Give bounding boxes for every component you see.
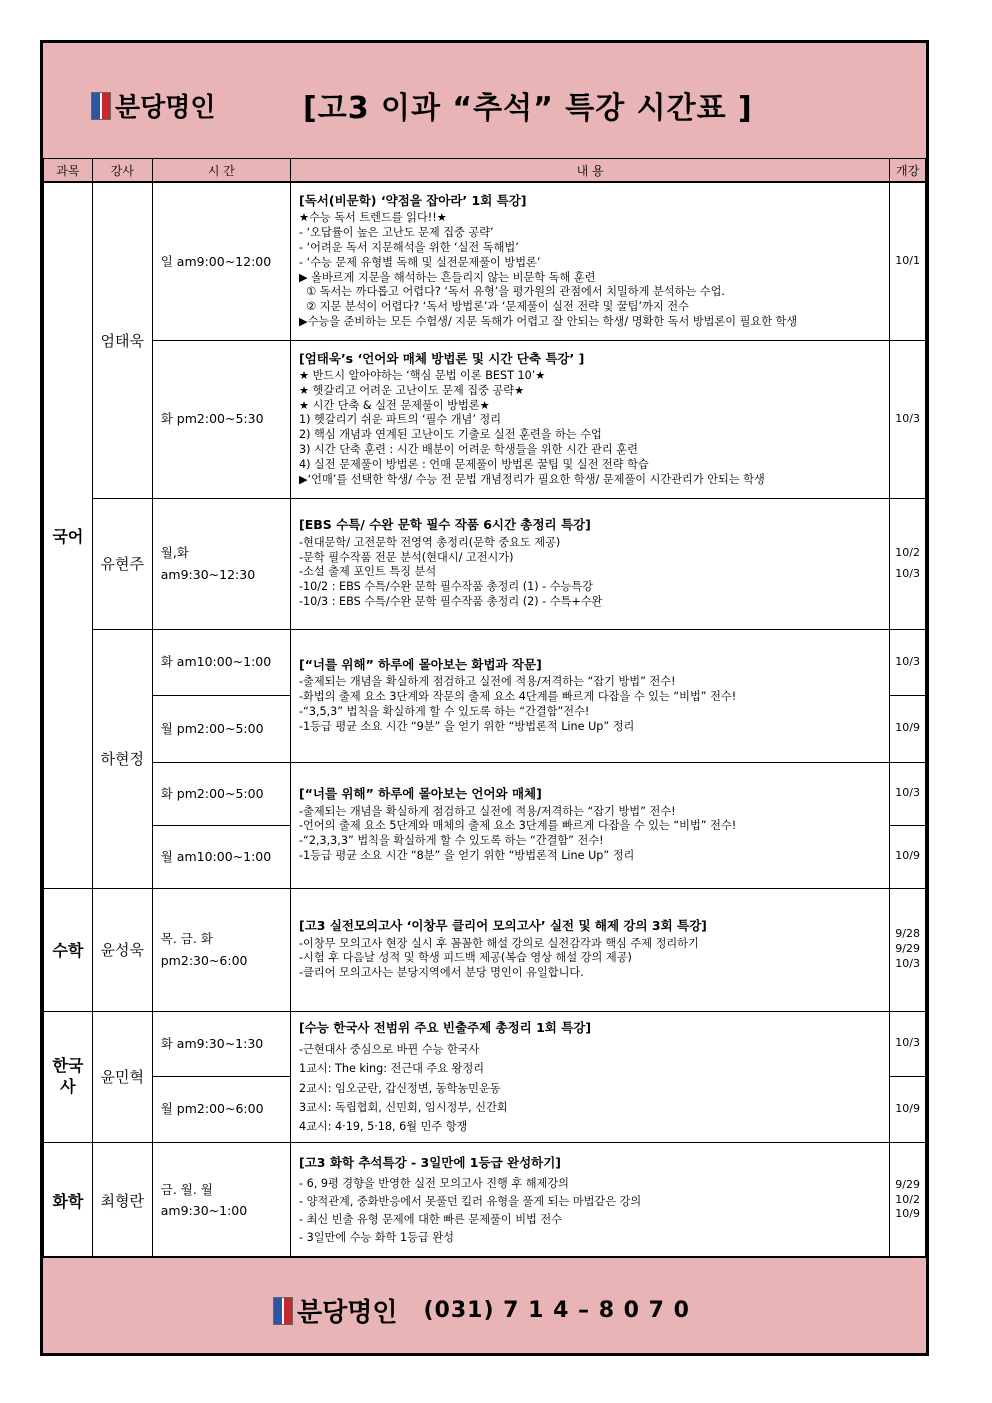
- table-row: [44, 340, 926, 498]
- class-days: 금. 월. 월: [160, 1181, 213, 1197]
- content-line: -언어의 출제 요소 5단계와 매체의 출제 요소 3단계를 빠르게 다잡을 수 있는 “비법” 전수!: [299, 819, 737, 833]
- contact-phone: (031) 7 1 4 – 8 0 7 0: [423, 1298, 690, 1323]
- content-line: - ‘오답률이 높은 고난도 문제 집중 공략’: [299, 226, 494, 240]
- table-row: [44, 1142, 926, 1258]
- content-line: -“3,5,3” 법칙을 확실하게 할 수 있도록 하는 “간결함”전수!: [299, 704, 590, 718]
- content-line: 1교시: The king: 전근대 주요 왕정리: [299, 1062, 485, 1076]
- footer-logo: [273, 1292, 690, 1329]
- class-title: [EBS 수특/ 수완 문학 필수 작품 6시간 총정리 특강]: [299, 517, 591, 533]
- content-line: 2교시: 임오군란, 갑신정변, 동학농민운동: [299, 1081, 501, 1095]
- content-line: - 3일만에 수능 화학 1등급 완성: [299, 1231, 454, 1245]
- class-title: [“너를 위해” 하루에 몰아보는 언어와 매체]: [299, 786, 542, 802]
- class-title: [고3 실전모의고사 ‘이창무 클리어 모의고사’ 실전 및 해제 강의 3회 특강]: [299, 918, 707, 934]
- header-content: 내 용: [291, 159, 890, 183]
- content-line: ▶수능을 준비하는 모든 수험생/ 지문 독해가 어렵고 잘 안되는 학생/ 명확한 독서 방법론이 필요한 학생: [299, 314, 798, 328]
- table-row: [44, 182, 926, 340]
- brand-logo-icon: [91, 92, 111, 120]
- content-line: -화법의 출제 요소 3단계와 작문의 출제 요소 4단계를 빠르게 다잡을 수 있는 “비법” 전수!: [299, 689, 737, 703]
- content-line: -현대문학/ 고전문학 전영역 총정리(문학 중요도 제공): [299, 535, 561, 549]
- class-time: 화 am9:30~1:30: [152, 1011, 290, 1076]
- class-content: [291, 1011, 890, 1142]
- open-date: 10/9: [890, 1076, 926, 1142]
- class-time: 월 am10:00~1:00: [152, 825, 290, 888]
- class-time: 화 pm2:00~5:00: [152, 762, 290, 825]
- content-line: -클리어 모의고사는 분당지역에서 분당 명인이 유일합니다.: [299, 966, 584, 980]
- teacher-name: 최형란: [92, 1142, 152, 1258]
- footer-brand-name: 분당명인: [297, 1298, 398, 1328]
- class-content: [291, 182, 890, 340]
- class-title: [수능 한국사 전범위 주요 빈출주제 총정리 1회 특강]: [299, 1019, 592, 1035]
- class-hours: am9:30~1:00: [160, 1203, 248, 1218]
- class-content: [291, 340, 890, 498]
- content-line: -소설 출제 포인트 특징 분석: [299, 565, 437, 579]
- open-date: 10/3: [890, 1011, 926, 1076]
- content-line: ① 독서는 까다롭고 어렵다? ‘독서 유형’을 평가원의 관점에서 치밀하게 분석하는 수업.: [299, 285, 725, 299]
- content-line: -1등급 평균 소요 시간 “9분” 을 얻기 위한 “방법론적 Line Up” 정리: [299, 719, 635, 733]
- table-row: [44, 888, 926, 1011]
- content-line: -출제되는 개념을 확실하게 점검하고 실전에 적용/저격하는 “잡기 방법” 전수!: [299, 804, 676, 818]
- content-line: 3) 시간 단축 훈련 : 시간 배분이 어려운 학생들을 위한 시간 관리 훈련: [299, 443, 638, 457]
- class-content: [291, 1142, 890, 1258]
- open-date-item: 9/29: [895, 942, 920, 956]
- content-line: - 최신 빈출 유형 문제에 대한 빠른 문제풀이 비법 전수: [299, 1213, 562, 1227]
- table-row: [44, 762, 926, 825]
- brand-logo: [91, 87, 215, 124]
- class-hours: am9:30~12:30: [160, 566, 256, 582]
- open-date: [890, 1142, 926, 1258]
- class-title: [고3 화학 추석특강 - 3일만에 1등급 완성하기]: [299, 1154, 562, 1170]
- subject-history-label: 한국사: [52, 1055, 84, 1096]
- content-line: ▶ 올바르게 지문을 해석하는 흔들리지 않는 비문학 독해 훈련: [299, 270, 596, 284]
- teacher-name: 엄태욱: [92, 182, 152, 498]
- open-date-item: 10/2: [895, 1192, 920, 1206]
- open-date-item: 9/29: [895, 1177, 920, 1191]
- content-line: ★ 반드시 알아야하는 ‘핵심 문법 이론 BEST 10’★: [299, 369, 546, 383]
- content-line: ② 지문 분석이 어렵다? ‘독서 방법론’과 ‘문제풀이 실전 전략 및 꿀팁’까지 전수: [299, 300, 689, 314]
- header-subject: 과목: [44, 159, 93, 183]
- subject-korean: 국어: [44, 182, 93, 888]
- content-line: - 6, 9평 경향을 반영한 실전 모의고사 진행 후 해제강의: [299, 1176, 569, 1190]
- open-date: 10/9: [890, 695, 926, 762]
- table-row: [44, 498, 926, 629]
- content-line: -1등급 평균 소요 시간 “8분” 을 얻기 위한 “방법론적 Line Up” 정리: [299, 849, 635, 863]
- class-time: 월 pm2:00~6:00: [152, 1076, 290, 1142]
- teacher-name: 윤민혁: [92, 1011, 152, 1142]
- open-date-item: 10/3: [895, 956, 920, 970]
- content-line: -10/2 : EBS 수특/수완 문학 필수작품 총정리 (1) - 수능특강: [299, 580, 593, 594]
- subject-history: [44, 1011, 93, 1142]
- class-content: [291, 629, 890, 762]
- subject-math: 수학: [44, 888, 93, 1011]
- open-date-item: 10/2: [895, 545, 920, 559]
- content-line: 4교시: 4·19, 5·18, 6월 민주 항쟁: [299, 1120, 468, 1134]
- class-title: [독서(비문학) ‘약점을 잡아라’ 1회 특강]: [299, 192, 527, 208]
- brand-name: 분당명인: [115, 93, 216, 123]
- class-hours: pm2:30~6:00: [160, 952, 248, 968]
- content-line: - ‘어려운 독서 지문해석을 위한 ‘실전 독해법’: [299, 240, 519, 254]
- content-line: ★수능 독서 트렌드를 읽다!!★: [299, 211, 447, 225]
- content-line: ▶‘언매’를 선택한 학생/ 수능 전 문법 개념정리가 필요한 학생/ 문제풀이 시간관리가 안되는 학생: [299, 472, 765, 486]
- page-title: [고3 이과 “추석” 특강 시간표 ]: [303, 91, 753, 126]
- class-time: 화 am10:00~1:00: [152, 629, 290, 695]
- class-days: 목. 금. 화: [160, 931, 213, 947]
- content-line: 1) 헷갈리기 쉬운 파트의 ‘필수 개념’ 정리: [299, 413, 502, 427]
- open-date: 10/3: [890, 762, 926, 825]
- open-date-item: 10/3: [895, 566, 920, 580]
- timetable-frame: [40, 40, 929, 1356]
- table-row: [44, 1011, 926, 1076]
- content-line: - 양적관계, 중화반응에서 못풀던 킬러 유형을 풀게 되는 마법같은 강의: [299, 1194, 642, 1208]
- header-banner: [43, 43, 926, 160]
- content-line: -10/3 : EBS 수특/수완 문학 필수작품 총정리 (2) - 수특+수완: [299, 594, 603, 608]
- content-line: 4) 실전 문제풀이 방법론 : 언매 문제풀이 방법론 꿀팁 및 실전 전략 학습: [299, 457, 649, 471]
- content-line: -문학 필수작품 전문 분석(현대시/ 고전시가): [299, 550, 514, 564]
- open-date-item: 10/9: [895, 1207, 920, 1221]
- content-line: ★ 시간 단축 & 실전 문제풀이 방법론★: [299, 398, 490, 412]
- brand-logo-icon: [273, 1297, 293, 1325]
- header-open: 개강: [890, 159, 926, 183]
- header-teacher: 강사: [92, 159, 152, 183]
- teacher-name: 유현주: [92, 498, 152, 629]
- header-time: 시 간: [152, 159, 290, 183]
- class-title: [“너를 위해” 하루에 몰아보는 화법과 작문]: [299, 656, 542, 672]
- open-date: [890, 888, 926, 1011]
- content-line: -시험 후 다음날 성적 및 학생 피드백 제공(복습 영상 해설 강의 제공): [299, 951, 632, 965]
- content-line: 2) 핵심 개념과 연계된 고난이도 기출로 실전 훈련을 하는 수업: [299, 428, 602, 442]
- class-content: [291, 888, 890, 1011]
- class-time: 화 pm2:00~5:30: [152, 340, 290, 498]
- class-content: [291, 762, 890, 888]
- content-line: -이창무 모의고사 현장 실시 후 꼼꼼한 해설 강의로 실전감각과 핵심 주제 정리하기: [299, 936, 699, 950]
- content-line: -“2,3,3,3” 법칙을 확실하게 할 수 있도록 하는 “간결함” 전수!: [299, 834, 604, 848]
- class-time: [152, 498, 290, 629]
- timetable: [43, 158, 926, 1259]
- content-line: - ‘수능 문제 유형별 독해 및 실전문제풀이 방법론’: [299, 255, 541, 269]
- open-date-item: 9/28: [895, 927, 920, 941]
- table-header-row: [44, 159, 926, 183]
- teacher-name: 윤성욱: [92, 888, 152, 1011]
- content-line: -출제되는 개념을 확실하게 점검하고 실전에 적용/저격하는 “잡기 방법” 전수!: [299, 675, 676, 689]
- content-line: -근현대사 중심으로 바뀐 수능 한국사: [299, 1043, 480, 1057]
- footer-banner: [43, 1256, 926, 1353]
- teacher-name: 하현정: [92, 629, 152, 888]
- open-date: 10/3: [890, 629, 926, 695]
- class-time: [152, 1142, 290, 1258]
- class-title: [엄태욱’s ‘언어와 매체 방법론 및 시간 단축 특강’ ]: [299, 350, 585, 366]
- open-date: 10/1: [890, 182, 926, 340]
- class-time: [152, 888, 290, 1011]
- class-content: [291, 498, 890, 629]
- class-days: 월,화: [160, 545, 189, 561]
- open-date: 10/3: [890, 340, 926, 498]
- class-time: 일 am9:00~12:00: [152, 182, 290, 340]
- table-row: [44, 629, 926, 695]
- content-line: 3교시: 독립협회, 신민회, 임시정부, 신간회: [299, 1100, 508, 1114]
- class-time: 월 pm2:00~5:00: [152, 695, 290, 762]
- open-date: [890, 498, 926, 629]
- subject-chem: 화학: [44, 1142, 93, 1258]
- open-date: 10/9: [890, 825, 926, 888]
- content-line: ★ 헷갈리고 어려운 고난이도 문제 집중 공략★: [299, 383, 525, 397]
